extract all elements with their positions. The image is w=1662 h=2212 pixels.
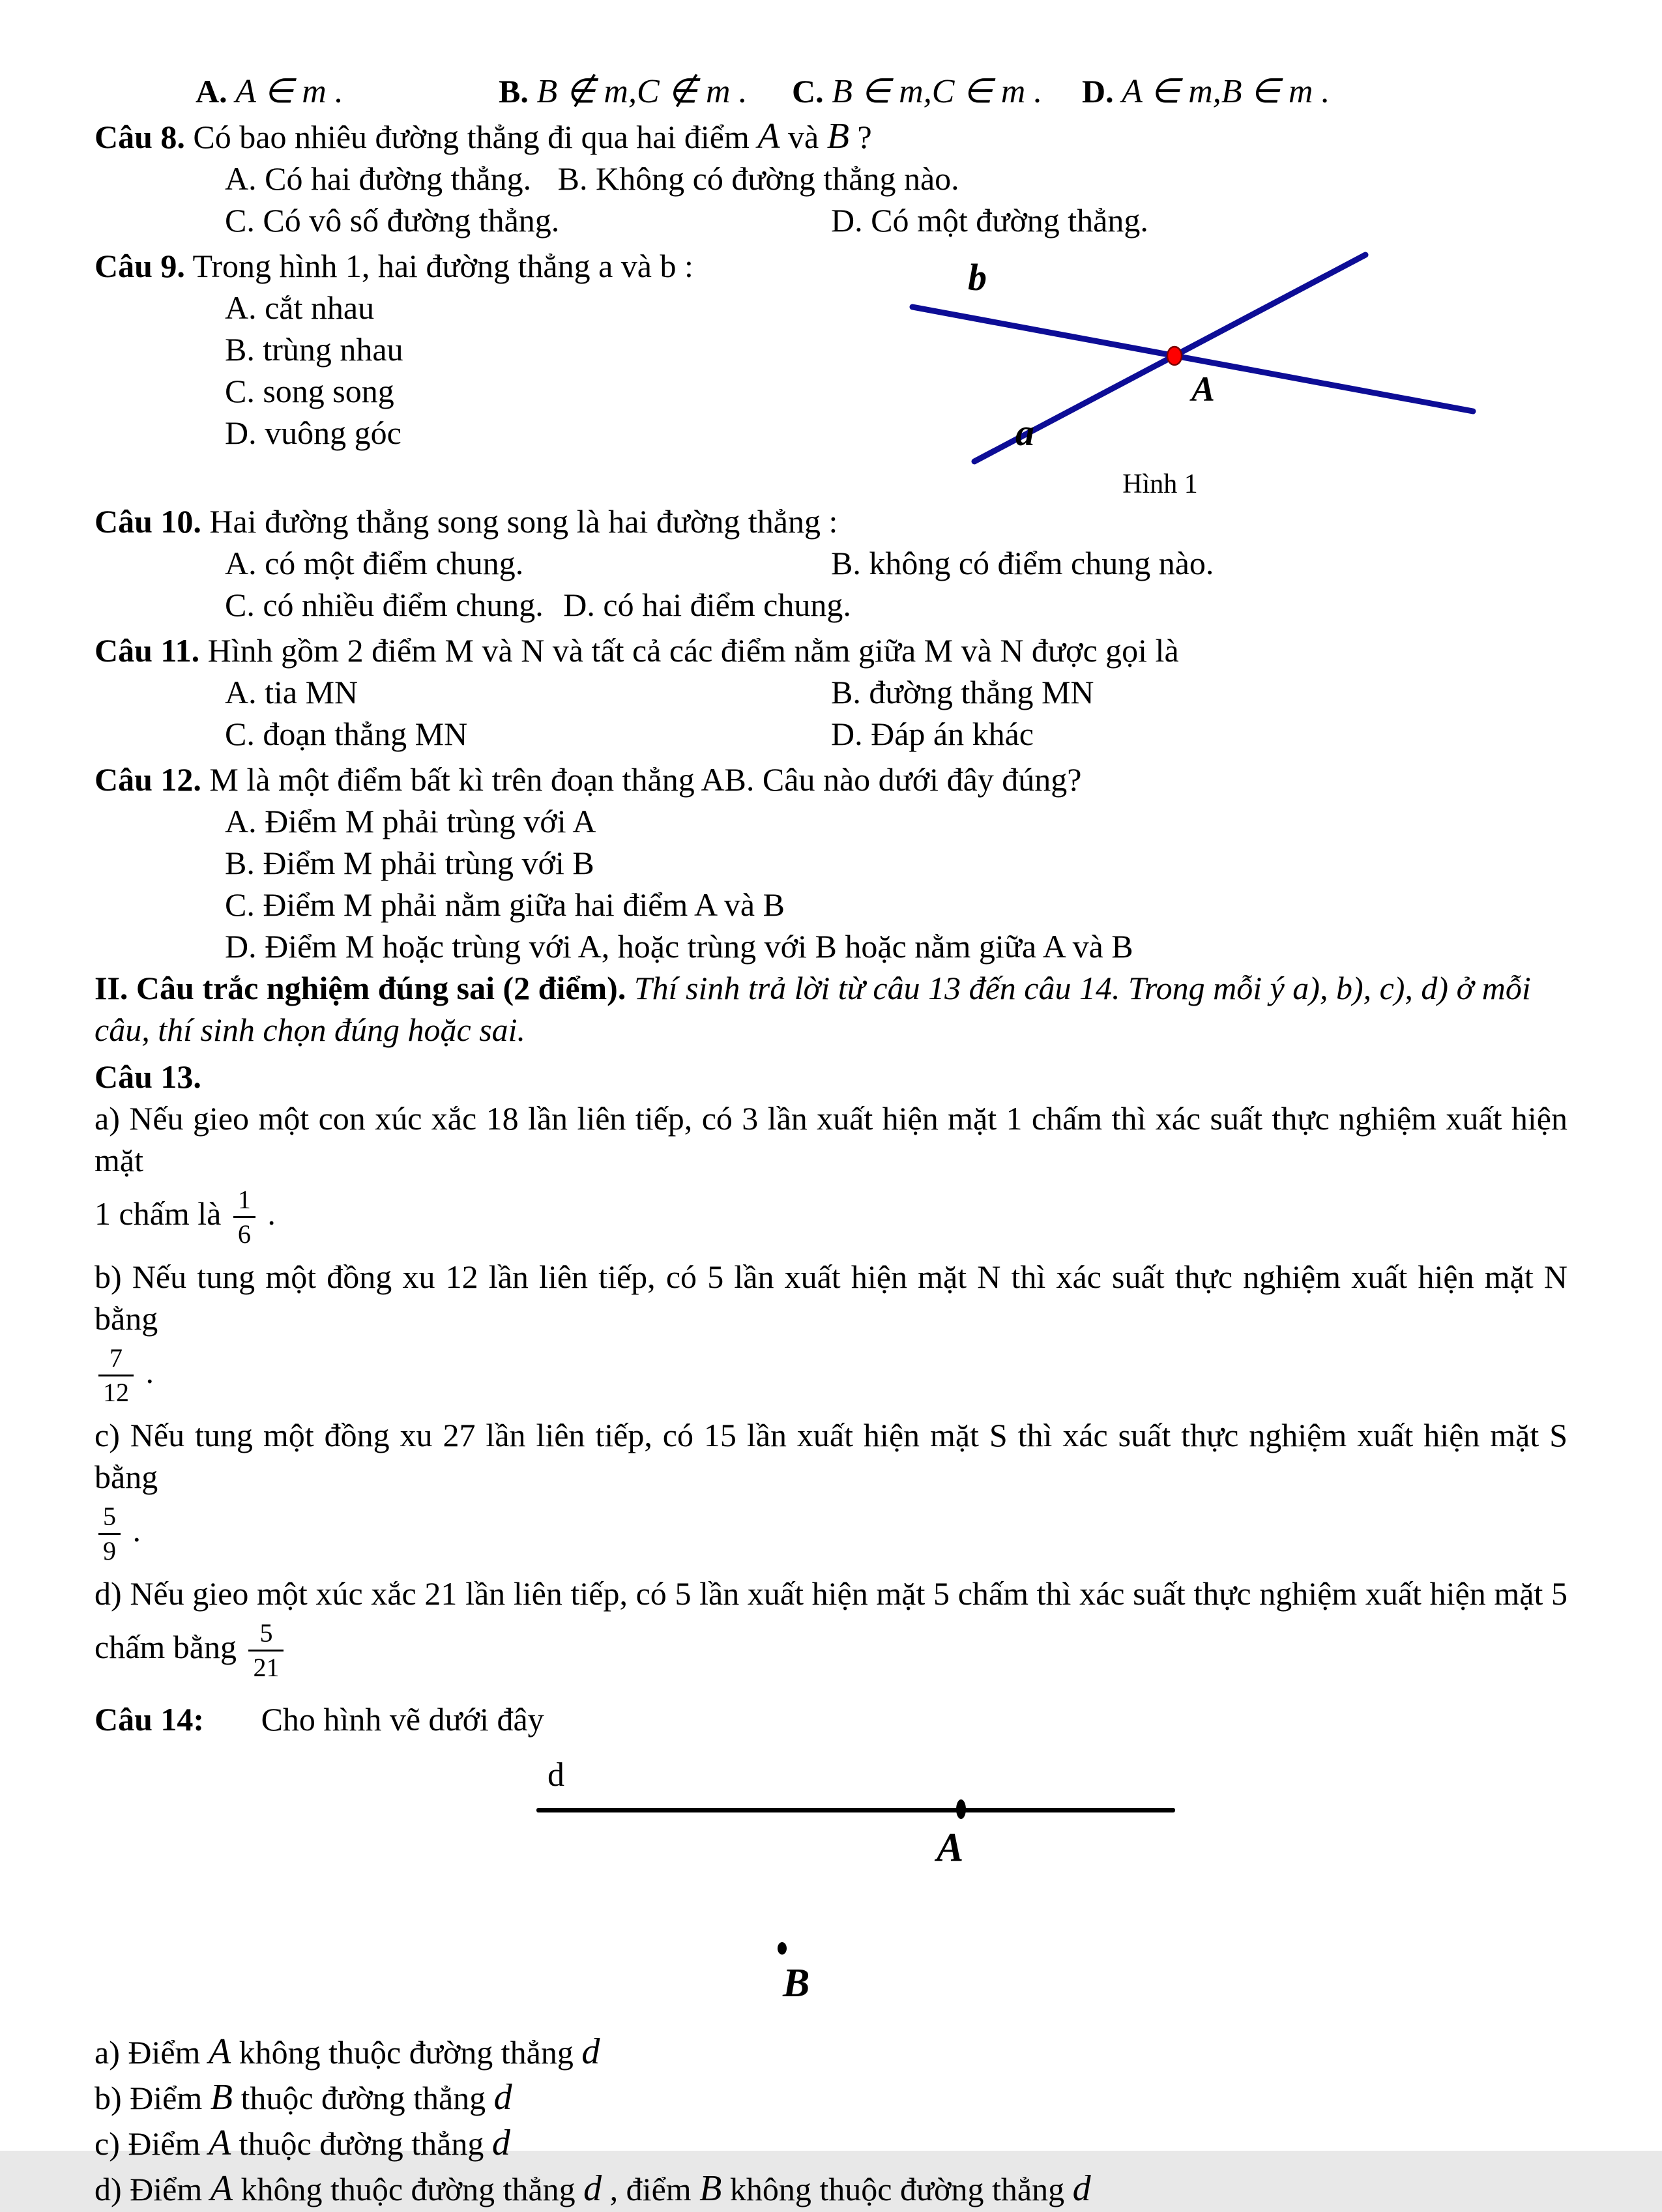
figure-hinh-1	[906, 250, 1480, 500]
q13-part-a-fraction-line	[95, 1185, 1567, 1249]
question-8-title	[95, 116, 1567, 158]
question-12-label: Câu 12.	[95, 761, 201, 798]
point-a-dot	[956, 1799, 966, 1819]
point-a-label: A	[937, 1826, 964, 1870]
statement-d-var-4: d	[1072, 2168, 1091, 2209]
q12-option-d: D. Điểm M hoặc trùng với A, hoặc trùng với B hoặc nằm giữa A và B	[225, 928, 1133, 965]
q13-part-c-period: .	[132, 1511, 141, 1549]
q8-option-d: D. Có một đường thẳng.	[831, 202, 1148, 239]
section-2-instruction-1: Thí sinh trả lời từ câu 13 đến câu 14. Trong mỗi ý a), b), c), d) ở mỗi	[634, 970, 1531, 1006]
question-9-text: Trong hình 1, hai đường thẳng a và b :	[192, 248, 693, 284]
q13-part-a-period: .	[267, 1195, 276, 1232]
fraction-7-12: $\frac{7}{12}$	[98, 1343, 134, 1408]
statement-b-mid: thuộc đường thẳng	[241, 2080, 486, 2116]
option-b-label: B.	[499, 73, 529, 109]
question-11-text: Hình gồm 2 điểm M và N và tất cả các điểm nằm giữa M và N được gọi là	[207, 632, 1179, 669]
statement-d-mid-2: , điểm	[609, 2171, 692, 2207]
statement-d-mid-1: không thuộc đường thẳng	[241, 2171, 576, 2207]
option-d	[1082, 70, 1330, 113]
question-8-end: ?	[857, 119, 872, 155]
q13-part-d-fraction-line	[95, 1618, 1567, 1683]
statement-d	[95, 2166, 1567, 2212]
question-11-title	[95, 630, 1567, 671]
q13-part-c-fraction-line	[95, 1502, 1567, 1566]
option-b-expr: B ∉ m,C ∉ m .	[536, 73, 748, 110]
q10-option-d: D. có hai điểm chung.	[563, 587, 851, 623]
statement-a-mid: không thuộc đường thẳng	[239, 2034, 574, 2071]
fraction-1-6: $\frac{1}{6}$	[233, 1185, 255, 1249]
line-d	[536, 1808, 1175, 1812]
q8-option-b: B. Không có đường thẳng nào.	[557, 160, 959, 197]
question-8-mid: và	[788, 119, 819, 155]
figure-1-caption: Hình 1	[1122, 469, 1198, 499]
question-10-options-ab	[95, 542, 1567, 584]
line-b-label: b	[968, 256, 987, 298]
statement-a-pre: a) Điểm	[95, 2034, 201, 2071]
question-11-label: Câu 11.	[95, 632, 200, 669]
section-2-heading	[95, 967, 1567, 1009]
question-8-options-ab	[95, 158, 1567, 199]
statement-c-var-1: A	[208, 2123, 231, 2163]
q13-part-a-text: a) Nếu gieo một con xúc xắc 18 lần liên tiếp, có 3 lần xuất hiện mặt 1 chấm thì xác suất thực nghiệm xuất hiện mặt	[95, 1100, 1567, 1178]
section-2-heading-line-2	[95, 1009, 1567, 1051]
question-8-var-b: B	[826, 116, 849, 156]
fraction-5-21: $\frac{5}{21}$	[248, 1618, 284, 1683]
question-11-options-ab	[95, 671, 1567, 713]
question-12-title	[95, 759, 1567, 800]
statement-b-pre: b) Điểm	[95, 2080, 203, 2116]
q13-part-a-line	[95, 1098, 1567, 1181]
question-10-options-cd	[95, 584, 1567, 626]
q10-option-a: A. có một điểm chung.	[225, 545, 524, 581]
intersection-point	[1167, 347, 1182, 365]
point-a-label: A	[1191, 370, 1216, 409]
question-13-label: Câu 13.	[95, 1058, 201, 1095]
option-a-expr: A ∈ m .	[235, 73, 343, 110]
option-c-label: C.	[792, 73, 824, 109]
question-8-var-a: A	[757, 116, 780, 156]
statement-c	[95, 2121, 1567, 2166]
q8-option-a: A. Có hai đường thẳng.	[225, 160, 532, 197]
question-8-text: Có bao nhiêu đường thẳng đi qua hai điểm	[193, 119, 750, 155]
statement-a	[95, 2030, 1567, 2075]
q13-part-c-text: c) Nếu tung một đồng xu 27 lần liên tiếp, có 15 lần xuất hiện mặt S thì xác suất thực nghiệm xuất hiện mặt S bằng	[95, 1417, 1567, 1495]
q11-option-b: B. đường thẳng MN	[831, 674, 1094, 710]
q8-option-c: C. Có vô số đường thẳng.	[225, 202, 560, 239]
option-b	[499, 70, 748, 113]
q9-option-b: B. trùng nhau	[225, 331, 403, 368]
statement-d-mid-3: không thuộc đường thẳng	[729, 2171, 1065, 2207]
question-8-options-cd	[95, 199, 1567, 241]
q13-part-b-line	[95, 1256, 1567, 1339]
fraction-5-9: $\frac{5}{9}$	[98, 1502, 121, 1566]
q12-option-b: B. Điểm M phải trùng với B	[225, 845, 594, 881]
q11-option-d: D. Đáp án khác	[831, 716, 1034, 752]
question-12-text: M là một điểm bất kì trên đoạn thẳng AB. Câu nào dưới đây đúng?	[209, 761, 1082, 798]
question-10-title	[95, 501, 1567, 542]
q12-option-c: C. Điểm M phải nằm giữa hai điểm A và B	[225, 886, 785, 923]
q9-option-a: A. cắt nhau	[225, 289, 375, 326]
q13-part-d-line	[95, 1573, 1567, 1614]
statement-b-var-1: B	[210, 2077, 233, 2117]
q13-part-d-text: d) Nếu gieo một xúc xắc 21 lần liên tiếp, có 5 lần xuất hiện mặt 5 chấm thì xác suất thực nghiệm xuất hiện mặt 5	[95, 1575, 1567, 1612]
point-b-dot	[778, 1942, 787, 1955]
statement-b	[95, 2075, 1567, 2121]
statement-c-pre: c) Điểm	[95, 2125, 201, 2162]
q13-part-c-line	[95, 1414, 1567, 1498]
question-11-options-cd	[95, 713, 1567, 755]
q9-option-c: C. song song	[225, 373, 394, 409]
q10-option-b: B. không có điểm chung nào.	[831, 545, 1214, 581]
q9-option-d: D. vuông góc	[225, 415, 401, 451]
q13-part-a-tail: 1 chấm là	[95, 1195, 222, 1232]
q12-option-a: A. Điểm M phải trùng với A	[225, 803, 596, 839]
question-14-label: Câu 14:	[95, 1701, 205, 1738]
q13-part-b-period: .	[145, 1353, 154, 1390]
question-14-text: Cho hình vẽ dưới đây	[261, 1701, 544, 1738]
option-d-expr: A ∈ m,B ∈ m .	[1122, 73, 1330, 110]
line-d-label: d	[547, 1756, 564, 1794]
statement-c-mid: thuộc đường thẳng	[239, 2125, 484, 2162]
question-13-title	[95, 1056, 1567, 1098]
q10-option-c: C. có nhiều điểm chung.	[225, 587, 544, 623]
option-a-label: A.	[196, 73, 227, 109]
answer-row-top	[95, 70, 1567, 112]
section-2-label: II. Câu trắc nghiệm đúng sai (2 điểm).	[95, 970, 626, 1006]
option-a	[196, 70, 343, 113]
question-10-text: Hai đường thẳng song song là hai đường thẳng :	[209, 503, 838, 540]
question-8-label: Câu 8.	[95, 119, 185, 155]
q11-option-a: A. tia MN	[225, 674, 358, 710]
line-a-label: a	[1015, 411, 1034, 454]
statement-d-var-1: A	[210, 2168, 233, 2209]
statement-d-var-2: d	[583, 2168, 602, 2209]
option-c	[792, 70, 1042, 113]
point-b-label: B	[783, 1961, 810, 2005]
q13-part-d-tail: chấm bằng	[95, 1628, 237, 1665]
option-d-label: D.	[1082, 73, 1114, 109]
intersecting-lines-figure	[906, 250, 1480, 465]
q13-part-b-fraction-line	[95, 1343, 1567, 1408]
q11-option-c: C. đoạn thẳng MN	[225, 716, 468, 752]
figure-line-d	[95, 1747, 1567, 2020]
section-2-instruction-2: câu, thí sinh chọn đúng hoặc sai.	[95, 1011, 526, 1048]
statement-d-pre: d) Điểm	[95, 2171, 203, 2207]
question-10-label: Câu 10.	[95, 503, 201, 540]
statement-c-var-2: d	[491, 2123, 510, 2163]
statement-d-var-3: B	[699, 2168, 722, 2209]
statement-a-var-2: d	[581, 2031, 600, 2072]
statement-a-var-1: A	[208, 2031, 231, 2072]
question-14-title	[95, 1698, 1567, 1740]
statement-b-var-2: d	[493, 2077, 512, 2117]
option-c-expr: B ∈ m,C ∈ m .	[832, 73, 1043, 110]
q13-part-b-text: b) Nếu tung một đồng xu 12 lần liên tiếp, có 5 lần xuất hiện mặt N thì xác suất thực nghiệm xuất hiện mặt N bằng	[95, 1259, 1567, 1337]
question-9-label: Câu 9.	[95, 248, 185, 284]
